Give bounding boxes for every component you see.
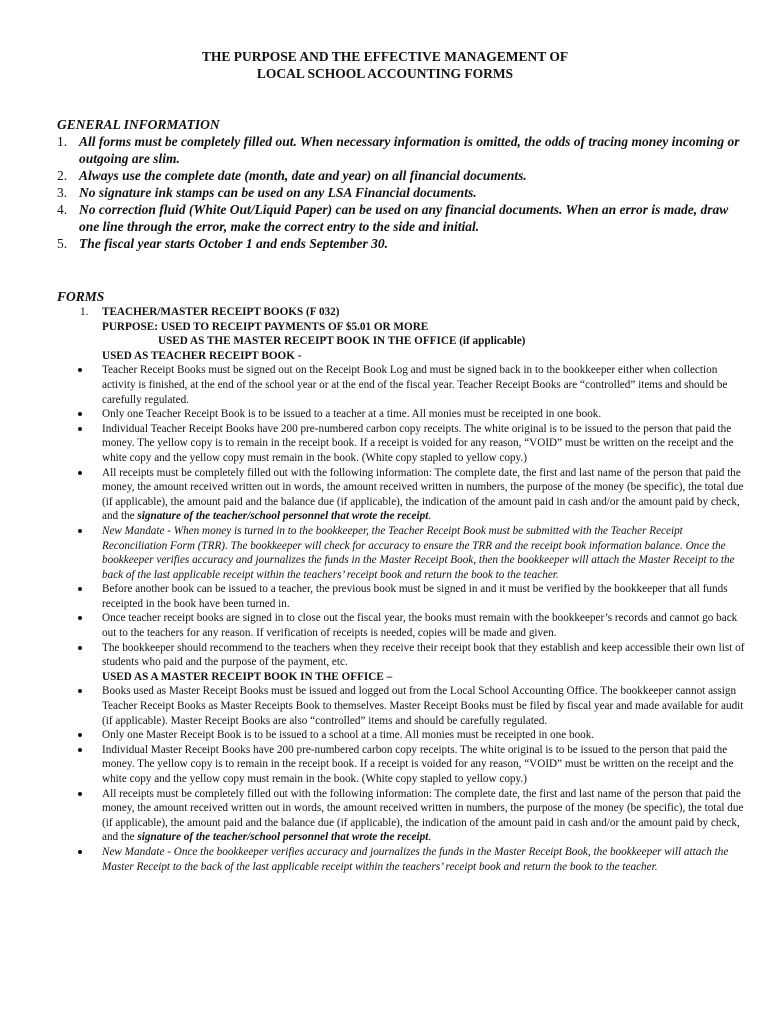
item-title-text: TEACHER/MASTER RECEIPT BOOKS (F 032)	[102, 306, 340, 318]
bullet-text: The bookkeeper should recommend to the teachers when they receive their receipt book that they establish and keep accessible their own list of students who paid and the purpose of the payment, etc.	[102, 641, 745, 669]
list-item	[57, 845, 747, 874]
bullet-icon	[78, 368, 82, 372]
general-information-heading: GENERAL INFORMATION	[57, 117, 220, 132]
document-title	[0, 48, 770, 82]
general-item	[57, 235, 747, 252]
list-item	[57, 611, 747, 640]
bullet-icon	[78, 427, 82, 431]
general-information-list	[57, 133, 747, 252]
item-number: 2.	[57, 168, 68, 183]
bullet-icon	[78, 792, 82, 796]
item-text: No correction fluid (White Out/Liquid Paper) can be used on any financial documents. When an error is made, draw one line through the error, make the correct entry to the side and initial.	[79, 202, 729, 234]
item-text: Always use the complete date (month, date and year) on all financial documents.	[79, 168, 527, 183]
list-item	[57, 641, 747, 670]
bullet-icon	[78, 529, 82, 533]
general-item	[57, 184, 747, 201]
bullet-icon	[78, 587, 82, 591]
list-item	[57, 684, 747, 728]
item-number: 3.	[57, 185, 68, 200]
list-item	[57, 407, 747, 422]
list-item	[57, 787, 747, 845]
form-item-title	[57, 305, 747, 320]
bullet-icon	[78, 646, 82, 650]
forms-heading: FORMS	[57, 289, 105, 304]
bullet-icon	[78, 471, 82, 475]
bullet-text: Books used as Master Receipt Books must be issued and logged out from the Local School Accounting Office. The bookkeeper cannot assign Teacher Receipt Books as Master Receipts Book to themselves. Master Receipt Books must be filed by fiscal year and made available for audit (if applicable). Master Receipt Books are also “controlled” items and should be carefully regulated.	[102, 685, 744, 727]
master-bullet-list	[57, 684, 747, 874]
master-receipt-heading: USED AS A MASTER RECEIPT BOOK IN THE OFFICE –	[102, 670, 393, 683]
bullet-text: Individual Teacher Receipt Books have 200 pre-numbered carbon copy receipts. The white original is to be issued to the person that paid the money. The yellow copy is to remain in the receipt book. If a receipt is voided for any reason, “VOID” must be written on the receipt and the white copy and the yellow copy must remain in the book. (White copy stapled to yellow copy.)	[102, 422, 734, 464]
bullet-text: Once teacher receipt books are signed in to close out the fiscal year, the books must remain with the bookkeeper’s records and cannot go back out to the teachers for any reason. If verification of receipts is needed, copies will be made and given.	[102, 612, 738, 640]
bullet-tail: .	[428, 510, 432, 523]
item-text: No signature ink stamps can be used on any LSA Financial documents.	[79, 185, 477, 200]
general-item	[57, 201, 747, 235]
general-information-section	[57, 116, 747, 252]
general-item	[57, 133, 747, 167]
item-number: 1.	[57, 134, 68, 149]
bullet-text: Individual Master Receipt Books have 200 pre-numbered carbon copy receipts. The white original is to be issued to the person that paid the money. The yellow copy is to remain in the receipt book. If a receipt is voided for any reason, “VOID” must be written on the receipt and the white copy and the yellow copy must remain in the book. (White copy stapled to yellow copy.)	[102, 743, 734, 785]
list-item	[57, 582, 747, 611]
bullet-emphasis: signature of the teacher/school personnel that wrote the receipt	[137, 510, 429, 523]
item-text: The fiscal year starts October 1 and ends September 30.	[79, 236, 388, 251]
bullet-text: All receipts must be completely filled out with the following information: The complete date, the first and last name of the person that paid the money, the amount received written out in words, the amount received written in numbers, the purpose of the money (be specific), the total due (if applicable), the amount paid and the balance due (if applicable), the indication of the amount paid in cash and/or the amount paid by check, and the	[102, 466, 744, 523]
item-number: 1.	[80, 306, 89, 318]
bullet-emphasis: signature of the teacher/school personnel that wrote the receipt	[137, 831, 429, 844]
item-text: All forms must be completely filled out. When necessary information is omitted, the odds of tracing money incoming or outgoing are slim.	[79, 134, 740, 166]
item-number: 5.	[57, 236, 68, 251]
bullet-text: All receipts must be completely filled out with the following information: The complete date, the first and last name of the person that paid the money, the amount received written out in words, the amount received written in numbers, the purpose of the money (be specific), the total due (if applicable), the amount paid and the balance due (if applicable), the indication of the amount paid in cash and/or the amount paid by check, and the	[102, 787, 744, 844]
bullet-icon	[78, 850, 82, 854]
purpose-line-2: USED AS THE MASTER RECEIPT BOOK IN THE OFFICE (if applicable)	[158, 335, 526, 348]
new-mandate-text: New Mandate - When money is turned in to the bookkeeper, the Teacher Receipt Book must be submitted with the Teacher Receipt Reconciliation Form (TRR). The bookkeeper will check for accuracy to ensure the TRR and the receipt book information balance. Once the bookkeeper verifies accuracy and journalizes the funds in the Master Receipt Book, then the bookkeeper will attach the Master Receipt to the back of the last applicable receipt within the teachers’ receipt book and return the book to the teacher.	[102, 524, 735, 581]
bullet-icon	[78, 748, 82, 752]
title-line-2: LOCAL SCHOOL ACCOUNTING FORMS	[256, 66, 514, 81]
bullet-text: Teacher Receipt Books must be signed out on the Receipt Book Log and must be signed back in to the bookkeeper either when collection activity is finished, at the end of the school year or at the end of the fiscal year. Teacher Receipt Books are “controlled” items and should be carefully regulated.	[102, 364, 728, 406]
new-mandate-text: New Mandate - Once the bookkeeper verifies accuracy and journalizes the funds in the Master Receipt Book, the bookkeeper will attach the Master Receipt to the back of the last applicable receipt within the teachers’ receipt book and return the book to the teacher.	[102, 845, 729, 873]
general-item	[57, 167, 747, 184]
forms-section	[57, 305, 747, 874]
item-number: 4.	[57, 202, 68, 217]
purpose-line: PURPOSE: USED TO RECEIPT PAYMENTS OF $5.01 OR MORE	[102, 320, 429, 333]
bullet-text: Only one Teacher Receipt Book is to be issued to a teacher at a time. All monies must be receipted in one book.	[102, 408, 602, 421]
list-item	[57, 524, 747, 582]
list-item	[57, 422, 747, 466]
list-item	[57, 363, 747, 407]
teacher-receipt-heading: USED AS TEACHER RECEIPT BOOK -	[102, 349, 302, 362]
bullet-icon	[78, 412, 82, 416]
list-item	[57, 466, 747, 524]
bullet-tail: .	[428, 831, 432, 844]
bullet-icon	[78, 733, 82, 737]
bullet-text: Before another book can be issued to a teacher, the previous book must be signed in and it must be verified by the bookkeeper that all funds receipted in the book have been turned in.	[102, 583, 728, 610]
teacher-bullet-list	[57, 363, 747, 669]
list-item	[57, 743, 747, 787]
bullet-icon	[78, 689, 82, 693]
bullet-icon	[78, 616, 82, 620]
list-item	[57, 728, 747, 743]
title-line-1: THE PURPOSE AND THE EFFECTIVE MANAGEMENT OF	[201, 49, 569, 64]
bullet-text: Only one Master Receipt Book is to be issued to a school at a time. All monies must be receipted in one book.	[102, 729, 595, 742]
